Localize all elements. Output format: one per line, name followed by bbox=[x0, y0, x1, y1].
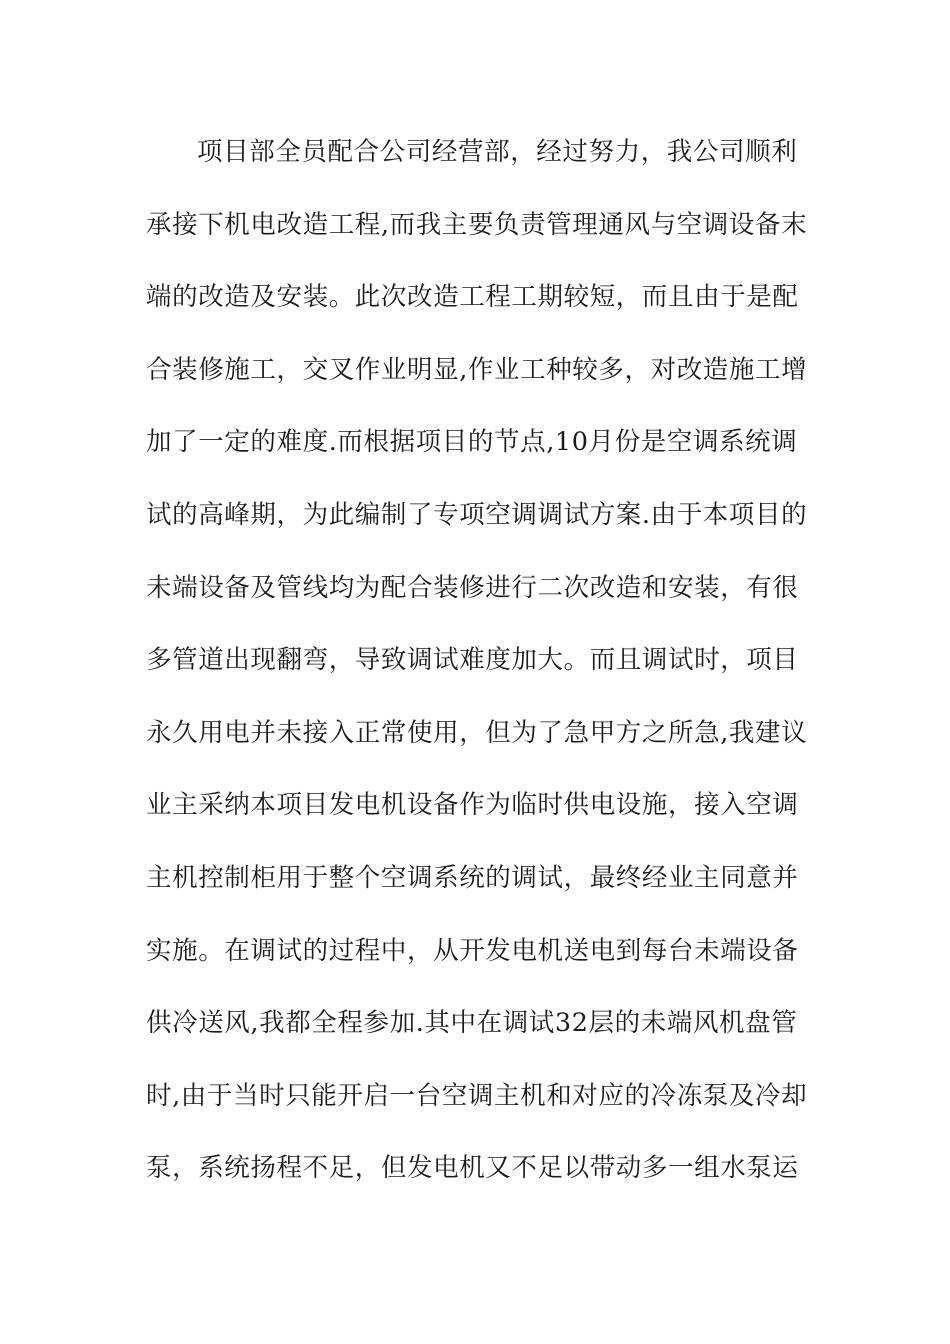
text-line: 主机控制柜用于整个空调系统的调试，最终经业主同意并 bbox=[146, 862, 799, 893]
text-line: 未端设备及管线均为配合装修进行二次改造和安装，有很 bbox=[146, 572, 799, 603]
text-line: 实施。在调试的过程中，从开发电机送电到每台未端设备 bbox=[146, 935, 799, 966]
body-paragraph bbox=[146, 130, 806, 1219]
text-line: 合装修施工，交叉作业明显,作业工种较多，对改造施工增 bbox=[146, 354, 808, 385]
text-line: 多管道出现翻弯，导致调试难度加大。而且调试时，项目 bbox=[146, 645, 799, 676]
text-line: 项目部全员配合公司经营部，经过努力，我公司顺利 bbox=[197, 137, 798, 167]
text-line: 泵，系统扬程不足，但发电机又不足以带动多一组水泵运 bbox=[146, 1153, 799, 1184]
text-line: 业主采纳本项目发电机设备作为临时供电设施，接入空调 bbox=[146, 790, 799, 821]
text-line: 供冷送风,我都全程参加.其中在调试32层的未端风机盘管 bbox=[146, 1008, 798, 1039]
text-line: 承接下机电改造工程,而我主要负责管理通风与空调设备末 bbox=[146, 209, 808, 240]
text-line: 永久用电并未接入正常使用，但为了急甲方之所急,我建议 bbox=[146, 717, 808, 748]
text-line: 试的高峰期，为此编制了专项空调调试方案.由于本项目的 bbox=[146, 499, 808, 530]
text-line: 加了一定的难度.而根据项目的节点,10月份是空调系统调 bbox=[146, 427, 798, 458]
text-line: 时,由于当时只能开启一台空调主机和对应的冷冻泵及冷却 bbox=[146, 1080, 808, 1111]
text-line: 端的改造及安装。此次改造工程工期较短，而且由于是配 bbox=[146, 282, 799, 313]
